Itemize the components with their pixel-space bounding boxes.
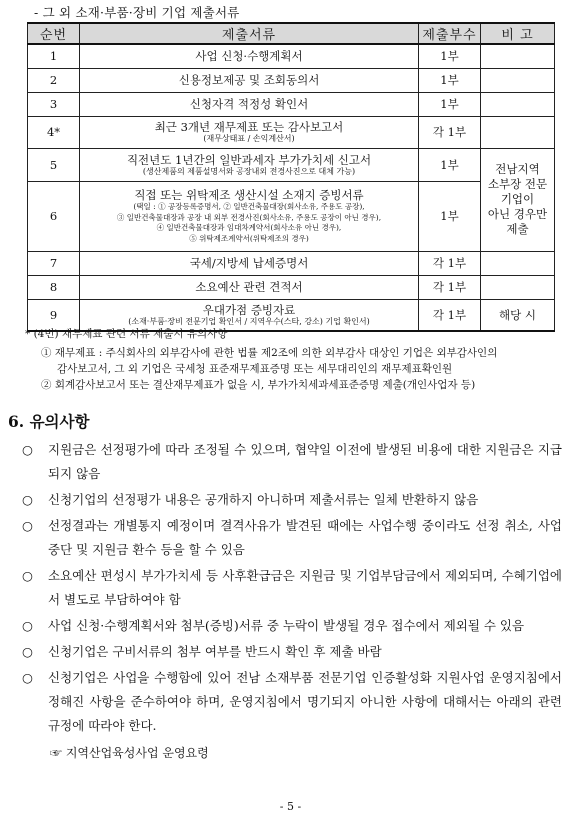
notice-text: 지원금은 선정평가에 따라 조정될 수 있으며, 협약일 이전에 발생된 비용에 대한 지원금은 지급되지 않음 — [48, 442, 562, 481]
row-document: 사업 신청·수행계획서 — [80, 44, 419, 68]
row-document-title: 직접 또는 위탁제조 생산시설 소재지 증빙서류 — [134, 188, 364, 202]
section-subheading: - 그 외 소재·부품·장비 기업 제출서류 — [34, 5, 240, 20]
notice-item — [22, 614, 562, 638]
row-document-detail: (생산제품의 제품설명서와 공장내외 전경사진으로 대체 가능) — [142, 166, 356, 176]
circle-bullet-icon: ○ — [22, 618, 33, 633]
row-document-title: 우대가점 증빙자료 — [202, 302, 296, 317]
notice-text: 선정결과는 개별통지 예정이며 결격사유가 발견된 때에는 사업수행 중이라도 선정 취소, 사업 중단 및 지원금 환수 등을 할 수 있음 — [48, 518, 562, 557]
notice-item — [22, 564, 562, 612]
header-no: 순번 — [28, 23, 80, 44]
notice-item — [22, 640, 562, 664]
row-document: 국세/지방세 납세증명서 — [80, 251, 419, 275]
row-document-option: (택일 : ① 공장등록증명서, ② 일반건축물대장(회사소유, 주용도 공장), — [133, 202, 365, 211]
table-row — [28, 181, 555, 251]
row-copies: 각 1부 — [419, 275, 481, 299]
row-document-title: 직전년도 1년간의 일반과세자 부가가치세 신고서 — [126, 152, 372, 167]
circle-bullet-icon: ○ — [22, 670, 33, 685]
row-remarks — [481, 92, 555, 116]
table-row — [28, 148, 555, 181]
row-remarks — [481, 251, 555, 275]
circle-bullet-icon: ○ — [22, 644, 33, 659]
row-document: 소요예산 관련 견적서 — [80, 275, 419, 299]
row-copies: 각 1부 — [419, 299, 481, 331]
row-copies: 각 1부 — [419, 116, 481, 148]
row-remarks — [481, 68, 555, 92]
table-row — [28, 116, 555, 148]
circle-bullet-icon: ○ — [22, 518, 33, 533]
footnote-item-1: ① 재무제표 : 주식회사의 외부감사에 관한 법률 제2조에 의한 외부감사 대상인 기업은 외부감사인의 — [41, 347, 498, 359]
page-number: - 5 - — [279, 800, 302, 813]
row-no: 8 — [28, 275, 80, 299]
row-copies: 1부 — [419, 148, 481, 181]
row-no: 3 — [28, 92, 80, 116]
row-document-option: ⑤ 위탁제조계약서(위탁제조의 경우) — [189, 233, 309, 243]
footnote-title: * (4번) 재무제표 관련 서류 제출시 유의사항 — [25, 328, 228, 340]
row-document-title: 최근 3개년 재무제표 또는 감사보고서 — [154, 120, 344, 134]
row-document-detail: (소재·부품·장비 전문기업 확인서 / 지역우수(스타, 강소) 기업 확인서) — [128, 316, 370, 326]
footnote-item-2: ② 회계감사보고서 또는 결산재무제표가 없을 시, 부가가치세과세표준증명 제출(개인사업자 등) — [41, 379, 476, 391]
notice-text: 신청기업의 선정평가 내용은 공개하지 아니하며 제출서류는 일체 반환하지 않음 — [48, 492, 479, 507]
row-no: 6 — [28, 181, 80, 251]
notice-item — [22, 666, 562, 738]
row-no: 7 — [28, 251, 80, 275]
row-no: 9 — [28, 299, 80, 331]
header-copies: 제출부수 — [419, 23, 481, 44]
row-copies: 1부 — [419, 181, 481, 251]
section-title: 6. 유의사항 — [8, 412, 90, 431]
circle-bullet-icon: ○ — [22, 568, 33, 583]
notice-item — [22, 488, 562, 512]
reference-note: ☞ 지역산업육성사업 운영요령 — [50, 746, 209, 760]
jeonnam-note-line: 아닌 경우만 제출 — [487, 207, 548, 236]
header-document: 제출서류 — [80, 23, 419, 44]
row-remarks-applicable: 해당 시 — [481, 299, 555, 331]
row-copies: 1부 — [419, 44, 481, 68]
table-header-row — [28, 23, 555, 44]
row-remarks-jeonnam-note — [481, 148, 555, 251]
row-copies: 1부 — [419, 92, 481, 116]
notice-text: 소요예산 편성시 부가가치세 등 사후환급금은 지원금 및 기업부담금에서 제외되며, 수혜기업에서 별도로 부담하여야 함 — [48, 568, 562, 607]
table-row — [28, 44, 555, 68]
row-document — [80, 181, 419, 251]
jeonnam-note-line: 전남지역 — [495, 162, 540, 176]
notice-text: 사업 신청·수행계획서와 첨부(증빙)서류 중 누락이 발생될 경우 접수에서 제외될 수 있음 — [48, 618, 525, 633]
row-no: 4* — [28, 116, 80, 148]
row-remarks — [481, 275, 555, 299]
header-remarks: 비 고 — [481, 23, 555, 44]
row-document — [80, 148, 419, 181]
row-no: 2 — [28, 68, 80, 92]
row-document-option: ③ 일반건축물대장과 공장 내 외부 전경사진(회사소유, 주용도 공장이 아닌 경우), — [116, 212, 382, 222]
row-remarks — [481, 44, 555, 68]
row-document-detail: (재무상태표 / 손익계산서) — [203, 134, 295, 143]
notice-text: 신청기업은 구비서류의 첨부 여부를 반드시 확인 후 제출 바람 — [48, 644, 382, 659]
row-document: 신청자격 적정성 확인서 — [80, 92, 419, 116]
row-copies: 각 1부 — [419, 251, 481, 275]
table-row — [28, 68, 555, 92]
circle-bullet-icon: ○ — [22, 442, 33, 457]
table-row — [28, 275, 555, 299]
row-document — [80, 116, 419, 148]
footnote-item-1-continued: 감사보고서, 그 외 기업은 국세청 표준재무제표증명 또는 세무대리인의 재무제표확인원 — [57, 363, 453, 375]
jeonnam-note-line: 소부장 전문기업이 — [487, 177, 548, 206]
notice-item — [22, 438, 562, 486]
row-document-option: ④ 일반건축물대장과 임대차계약서(회사소유 아닌 경우), — [156, 223, 342, 232]
required-documents-table — [27, 22, 555, 332]
row-copies: 1부 — [419, 68, 481, 92]
row-document: 신용정보제공 및 조회동의서 — [80, 68, 419, 92]
circle-bullet-icon: ○ — [22, 492, 33, 507]
table-row — [28, 92, 555, 116]
row-no: 1 — [28, 44, 80, 68]
row-remarks — [481, 116, 555, 148]
row-no: 5 — [28, 148, 80, 181]
notice-text: 신청기업은 사업을 수행함에 있어 전남 소재부품 전문기업 인증활성화 지원사업 운영지침에서 정해진 사항을 준수하여야 하며, 운영지침에서 명기되지 아니한 사항에 대해서는 아래의 관련규정에 따라야 한다. — [48, 670, 562, 733]
notice-item — [22, 514, 562, 562]
table-row — [28, 251, 555, 275]
